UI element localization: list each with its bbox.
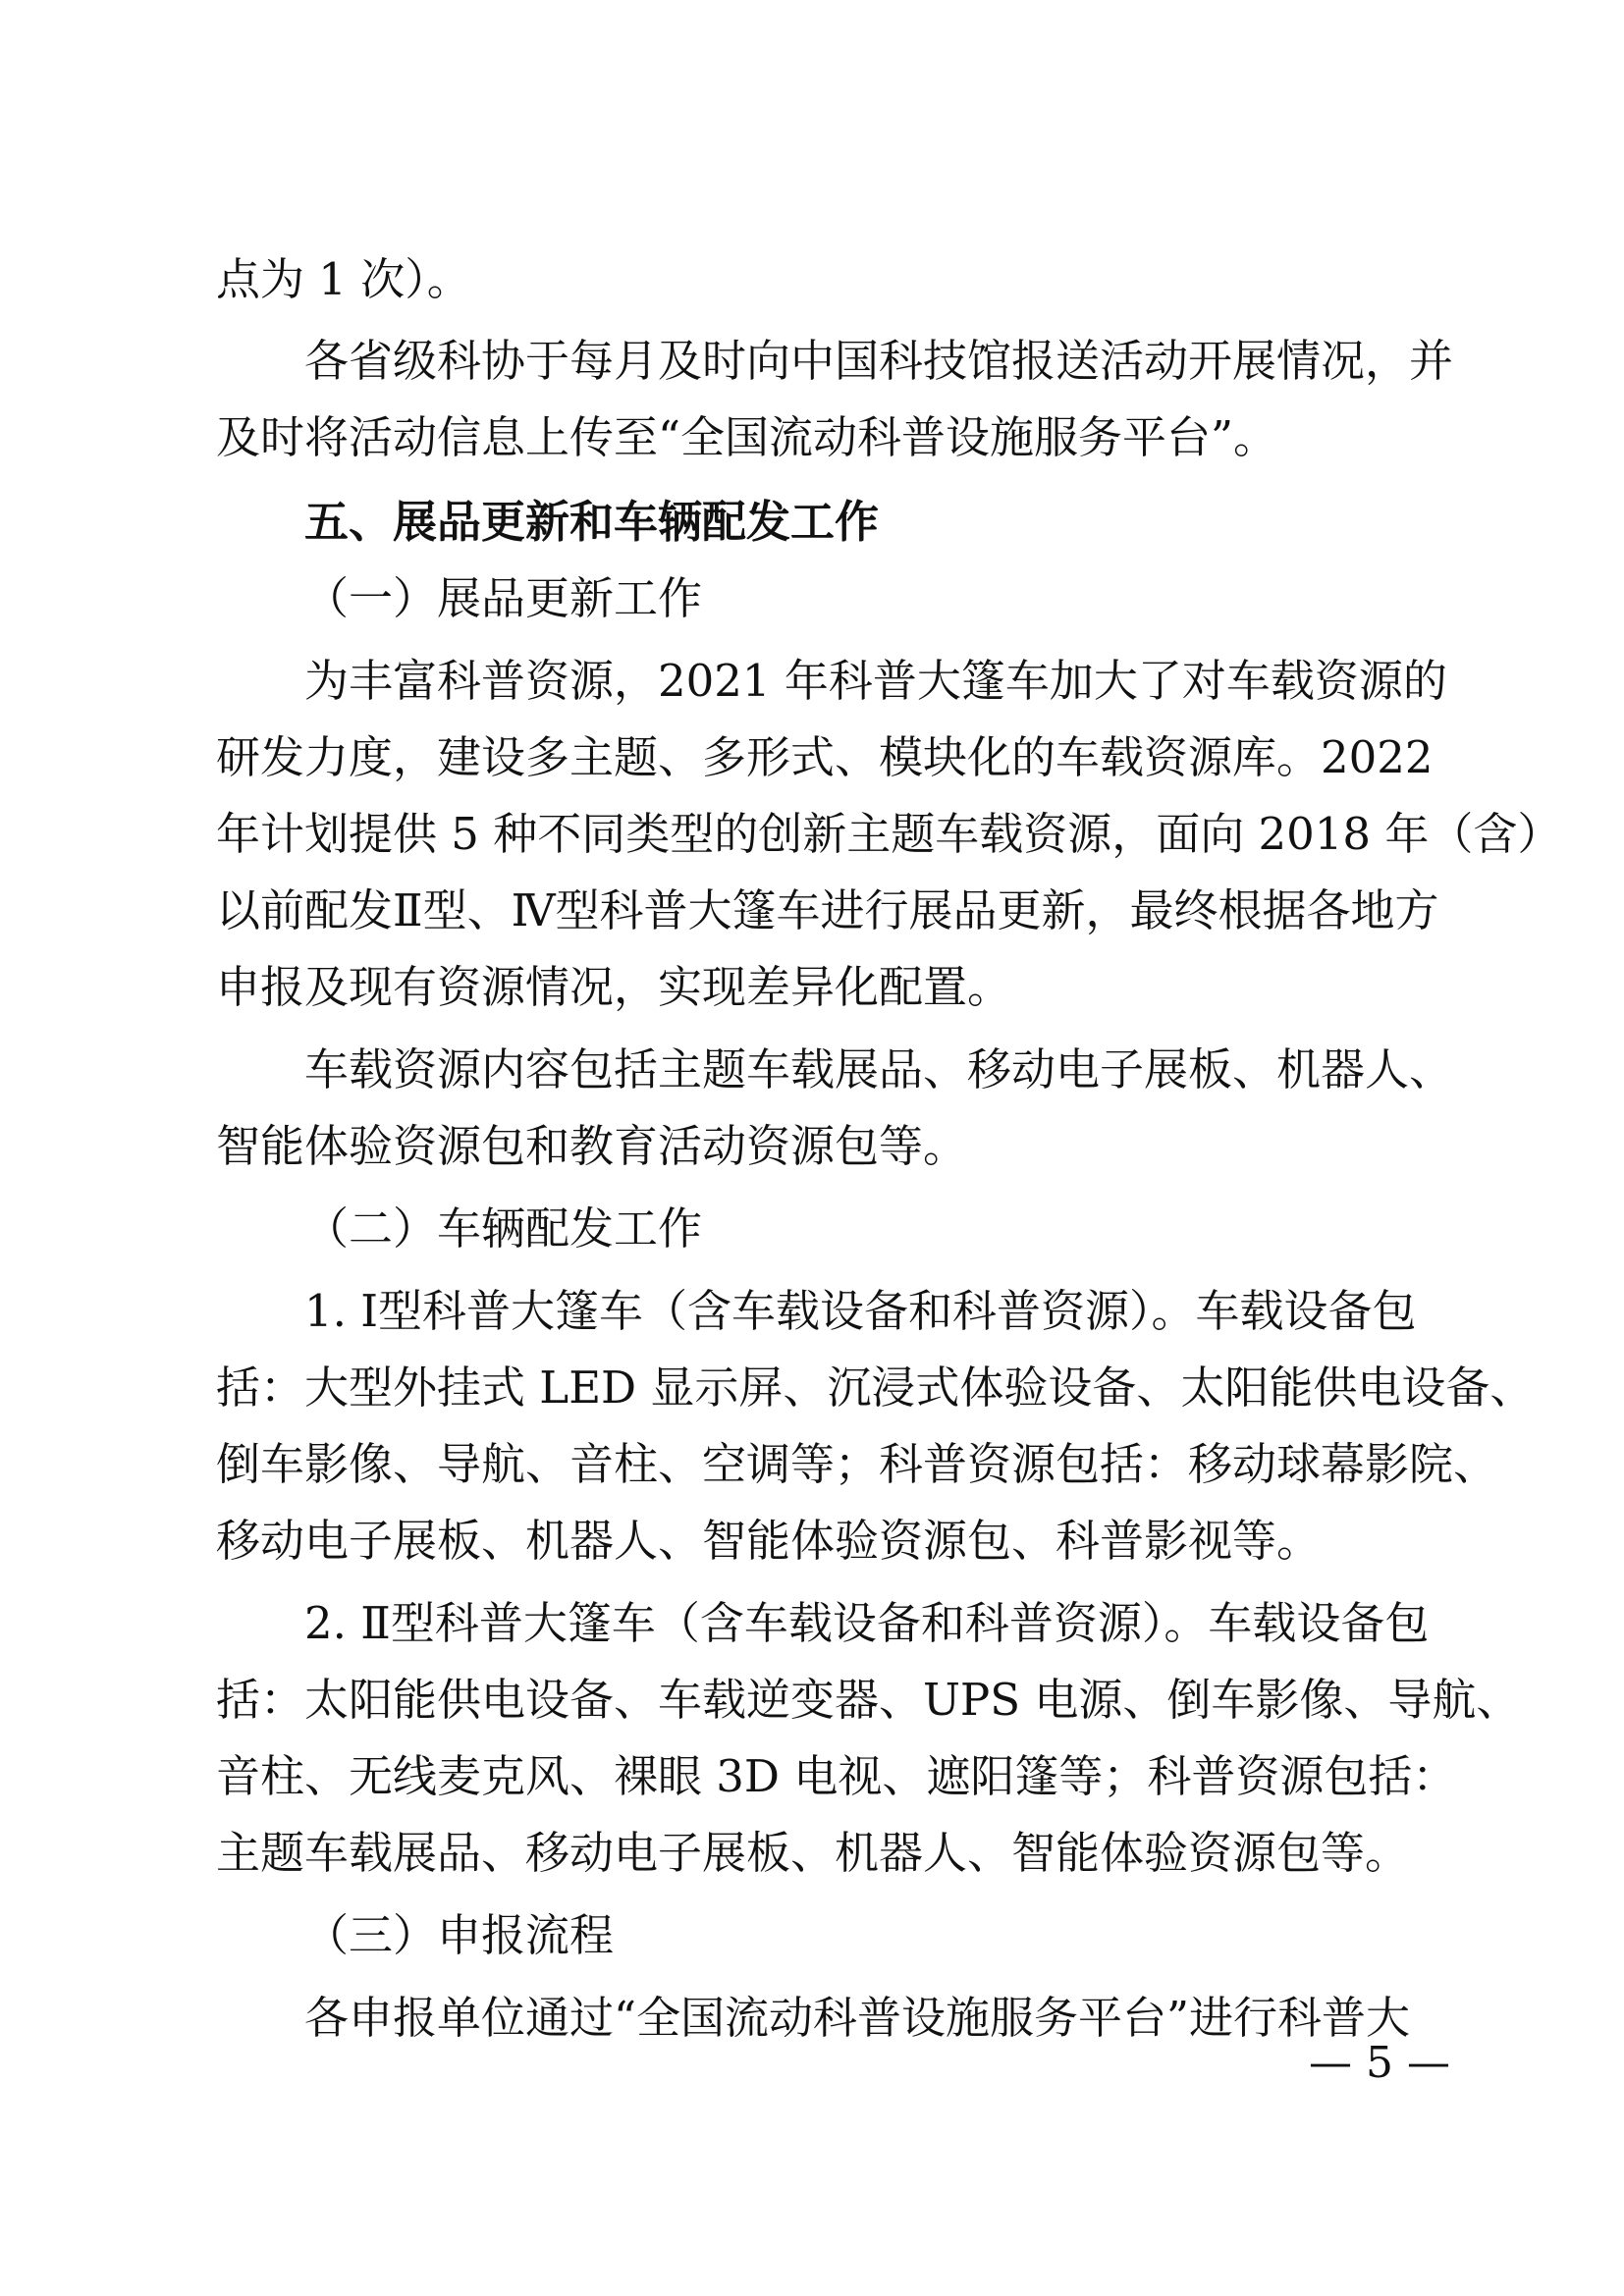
text-line-1: 点为 1 次）。	[216, 253, 471, 305]
text-line-2: 各省级科协于每月及时向中国科技馆报送活动开展情况，并	[304, 335, 1454, 387]
text-line-5: 研发力度，建设多主题、多形式、模块化的车载资源库。2022	[216, 731, 1434, 783]
text-line-9: 车载资源内容包括主题车载展品、移动电子展板、机器人、	[304, 1043, 1454, 1095]
subsection-heading-2: （二）车辆配发工作	[304, 1202, 703, 1255]
subsection-heading-1: （一）展品更新工作	[304, 572, 703, 624]
text-line-13: 倒车影像、导航、音柱、空调等；科普资源包括：移动球幕影院、	[216, 1438, 1498, 1490]
text-line-11: 1. Ⅰ型科普大篷车（含车载设备和科普资源）。车载设备包	[304, 1285, 1417, 1337]
text-line-6: 年计划提供 5 种不同类型的创新主题车载资源，面向 2018 年（含）	[216, 808, 1562, 860]
text-line-14: 移动电子展板、机器人、智能体验资源包、科普影视等。	[216, 1515, 1322, 1567]
text-line-15: 2. Ⅱ型科普大篷车（含车载设备和科普资源）。车载设备包	[304, 1597, 1430, 1649]
text-line-16: 括：太阳能供电设备、车载逆变器、UPS 电源、倒车影像、导航、	[216, 1674, 1521, 1726]
text-line-10: 智能体验资源包和教育活动资源包等。	[216, 1120, 968, 1172]
text-line-3: 及时将活动信息上传至“全国流动科普设施服务平台”。	[216, 411, 1278, 463]
text-line-18: 主题车载展品、移动电子展板、机器人、智能体验资源包等。	[216, 1827, 1410, 1879]
text-line-19: 各申报单位通过“全国流动科普设施服务平台”进行科普大	[304, 1992, 1411, 2044]
text-line-7: 以前配发Ⅱ型、Ⅳ型科普大篷车进行展品更新，最终根据各地方	[216, 884, 1439, 936]
subsection-heading-3: （三）申报流程	[304, 1909, 615, 1961]
text-line-12: 括：大型外挂式 LED 显示屏、沉浸式体验设备、太阳能供电设备、	[216, 1362, 1535, 1414]
text-line-17: 音柱、无线麦克风、裸眼 3D 电视、遮阳篷等；科普资源包括：	[216, 1750, 1457, 1802]
text-line-4: 为丰富科普资源，2021 年科普大篷车加大了对车载资源的	[304, 655, 1447, 707]
page-number: — 5 —	[1309, 2038, 1450, 2088]
section-heading: 五、展品更新和车辆配发工作	[304, 496, 880, 548]
text-line-8: 申报及现有资源情况，实现差异化配置。	[216, 961, 1012, 1013]
